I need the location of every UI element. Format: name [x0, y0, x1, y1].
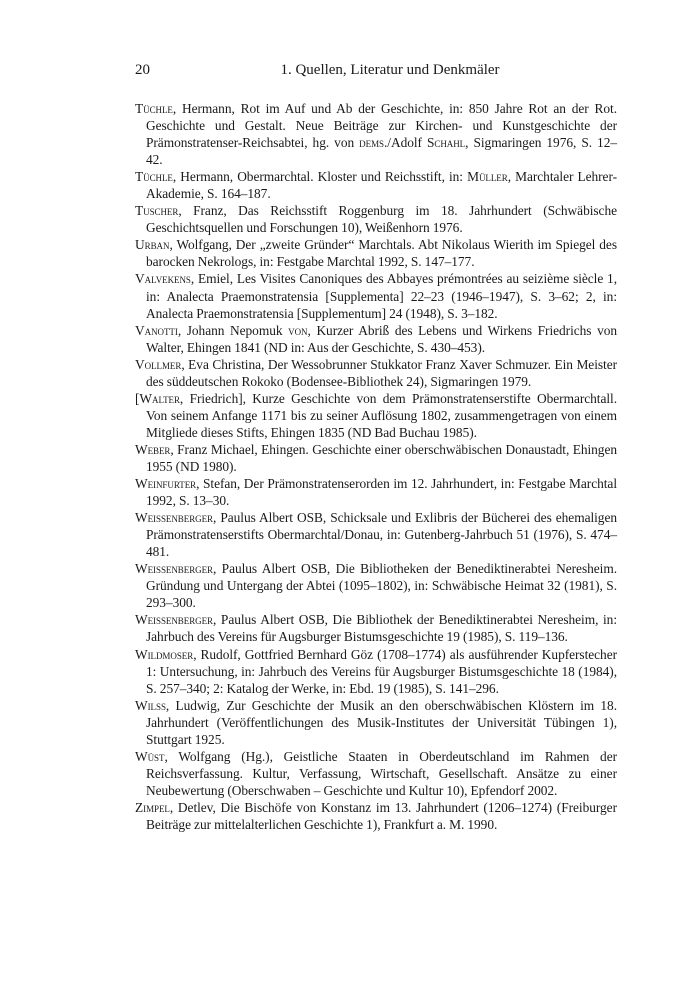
author-surname: Urban: [135, 237, 170, 253]
entry-text: , Paulus Albert OSB, Schicksale und Exlibris der Bücherei des ehemaligen Prämonstratenserstifts Obermarchtal/Donau, in: Gutenberg-Jahrbuch 51 (1976), S. 474–481.: [146, 510, 617, 560]
page-number: 20: [135, 62, 150, 78]
bibliography-entry: [135, 646, 617, 697]
author-surname: Zimpel: [135, 799, 170, 815]
bibliography-entry: [135, 236, 617, 270]
entry-text: , Wolfgang, Der „zweite Gründer“ Marchtals. Abt Nikolaus Wierith im Spiegel des barocken Nekrologs, in: Festgabe Marchtal 1992, S. 147–177.: [146, 237, 617, 270]
author-surname: Weber: [135, 441, 171, 457]
entry-text: , Hermann, Rot im Auf und Ab der Geschichte, in: 850 Jahre Rot an der Rot. Geschichte und Gestalt. Neue Beiträge zur Kirchen- und Kunstgeschichte der Prämonstratenser-Reichsabtei, hg. von: [146, 101, 617, 151]
author-surname: Wilss: [135, 697, 166, 713]
entry-text: , Detlev, Die Bischöfe von Konstanz im 13. Jahrhundert (1206–1274) (Freiburger Beiträge zur mittelalterlichen Geschichte 1), Frankfurt a. M. 1990.: [146, 799, 617, 832]
author-surname: [Walter: [135, 390, 180, 406]
entry-text: , Franz Michael, Ehingen. Geschichte einer oberschwäbischen Donaustadt, Ehingen 1955 (ND 1980).: [146, 441, 617, 474]
author-surname: Valvekens: [135, 271, 191, 287]
page-header: [135, 62, 615, 82]
entry-text: , Rudolf, Gottfried Bernhard Göz (1708–1774) als ausführender Kupferstecher 1: Untersuchung, in: Jahrbuch des Vereins für Augsburger Bistumsgeschichte 18 (1984), S. 257–340; 2: Katalog der Werke, in: Ebd. 19 (1985), S. 141–296.: [146, 646, 617, 696]
entry-text: , Friedrich], Kurze Geschichte von dem Prämonstratenserstifte Obermarchtall. Von seinem Anfange 1171 bis zu seiner Auflösung 1802, zusammengetragen von einem Mitgliede dieses Stifts, Ehingen 1835 (ND Bad Buchau 1985).: [146, 390, 617, 440]
entry-text: , Eva Christina, Der Wessobrunner Stukkator Franz Xaver Schmuzer. Ein Meister des süddeutschen Rokoko (Bodensee-Bibliothek 24), Sigmaringen 1979.: [146, 356, 617, 389]
bibliography-entry: [135, 799, 617, 833]
bibliography-entry: [135, 202, 617, 236]
entry-text: , Emiel, Les Visites Canoniques des Abbayes prémontrées au seizième siècle 1, in: Analecta Praemonstratensia [Supplementa] 22–23 (1946–1947), S. 3–62; 2, in: Analecta Praemonstratensia [Supplementum] 24 (1948), S. 3–182.: [146, 271, 617, 321]
entry-text-continued: , Kurzer Abriß des Lebens und Wirkens Friedrichs von Walter, Ehingen 1841 (ND in: Aus der Geschichte, S. 430–453).: [146, 322, 618, 355]
entry-text-continued: /Adolf: [387, 135, 427, 151]
bibliography-entry: [135, 560, 617, 611]
author-surname: Weinfurter: [135, 476, 197, 492]
bibliography-entry: [135, 356, 617, 390]
entry-smallcaps: Müller: [467, 169, 508, 185]
entry-text: , Wolfgang (Hg.), Geistliche Staaten in Oberdeutschland im Rahmen der Reichsverfassung. Kultur, Verfassung, Wirtschaft, Gesellschaft. Ansätze zu einer Neubewertung (Oberschwaben – Geschichte und Kultur 10), Epfendorf 2002.: [146, 748, 617, 798]
author-surname: Tüchle: [135, 169, 173, 185]
author-surname: Wüst: [135, 748, 165, 764]
bibliography-entry: [135, 441, 617, 475]
bibliography-entry: [135, 322, 617, 356]
author-surname: Vanotti: [135, 322, 178, 338]
bibliography-list: [135, 100, 617, 833]
entry-text: , Paulus Albert OSB, Die Bibliotheken der Benediktinerabtei Neresheim. Gründung und Untergang der Abtei (1095–1802), in: Schwäbische Heimat 32 (1981), S. 293–300.: [146, 561, 617, 611]
entry-text: , Ludwig, Zur Geschichte der Musik an den oberschwäbischen Klöstern im 18. Jahrhundert (Veröffentlichungen des Musik-Institutes der Universität Tübingen 1), Stuttgart 1925.: [146, 697, 617, 747]
author-surname: Tuscher: [135, 203, 179, 219]
bibliography-entry: [135, 611, 617, 645]
bibliography-entry: [135, 100, 617, 168]
author-surname: Weissenberger: [135, 561, 213, 577]
entry-smallcaps: von: [288, 322, 308, 338]
entry-text: , Johann Nepomuk: [177, 322, 289, 338]
bibliography-entry: [135, 697, 617, 748]
entry-text: , Paulus Albert OSB, Die Bibliothek der Benediktinerabtei Neresheim, in: Jahrbuch des Vereins für Augsburger Bistumsgeschichte 19 (1985), S. 119–136.: [146, 612, 617, 645]
author-surname: Weissenberger: [135, 612, 213, 628]
author-surname: Wildmoser: [135, 646, 194, 662]
bibliography-entry: [135, 475, 617, 509]
author-surname: Weissenberger: [135, 510, 213, 526]
running-head: 1. Quellen, Literatur und Denkmäler: [280, 62, 500, 78]
bibliography-entry: [135, 509, 617, 560]
entry-text: , Hermann, Obermarchtal. Kloster und Reichsstift, in:: [172, 169, 468, 185]
entry-text-tail: , Sigmaringen 1976, S. 12–42.: [146, 135, 617, 168]
entry-smallcaps: dems.: [359, 135, 388, 151]
author-surname: Vollmer: [135, 356, 182, 372]
bibliography-entry: [135, 390, 617, 441]
entry-text: , Stefan, Der Prämonstratenserorden im 12. Jahrhundert, in: Festgabe Marchtal 1992, S. 13–30.: [146, 476, 617, 509]
author-surname: Tüchle: [135, 101, 173, 116]
entry-smallcaps-name: Schahl: [426, 135, 466, 151]
entry-text-continued: , Marchtaler Lehrer-Akademie, S. 164–187.: [146, 169, 618, 202]
bibliography-entry: [135, 748, 617, 799]
bibliography-entry: [135, 270, 617, 321]
bibliography-entry: [135, 168, 617, 202]
entry-text: , Franz, Das Reichsstift Roggenburg im 18. Jahrhundert (Schwäbische Geschichtsquellen und Forschungen 10), Weißenhorn 1976.: [146, 203, 617, 236]
